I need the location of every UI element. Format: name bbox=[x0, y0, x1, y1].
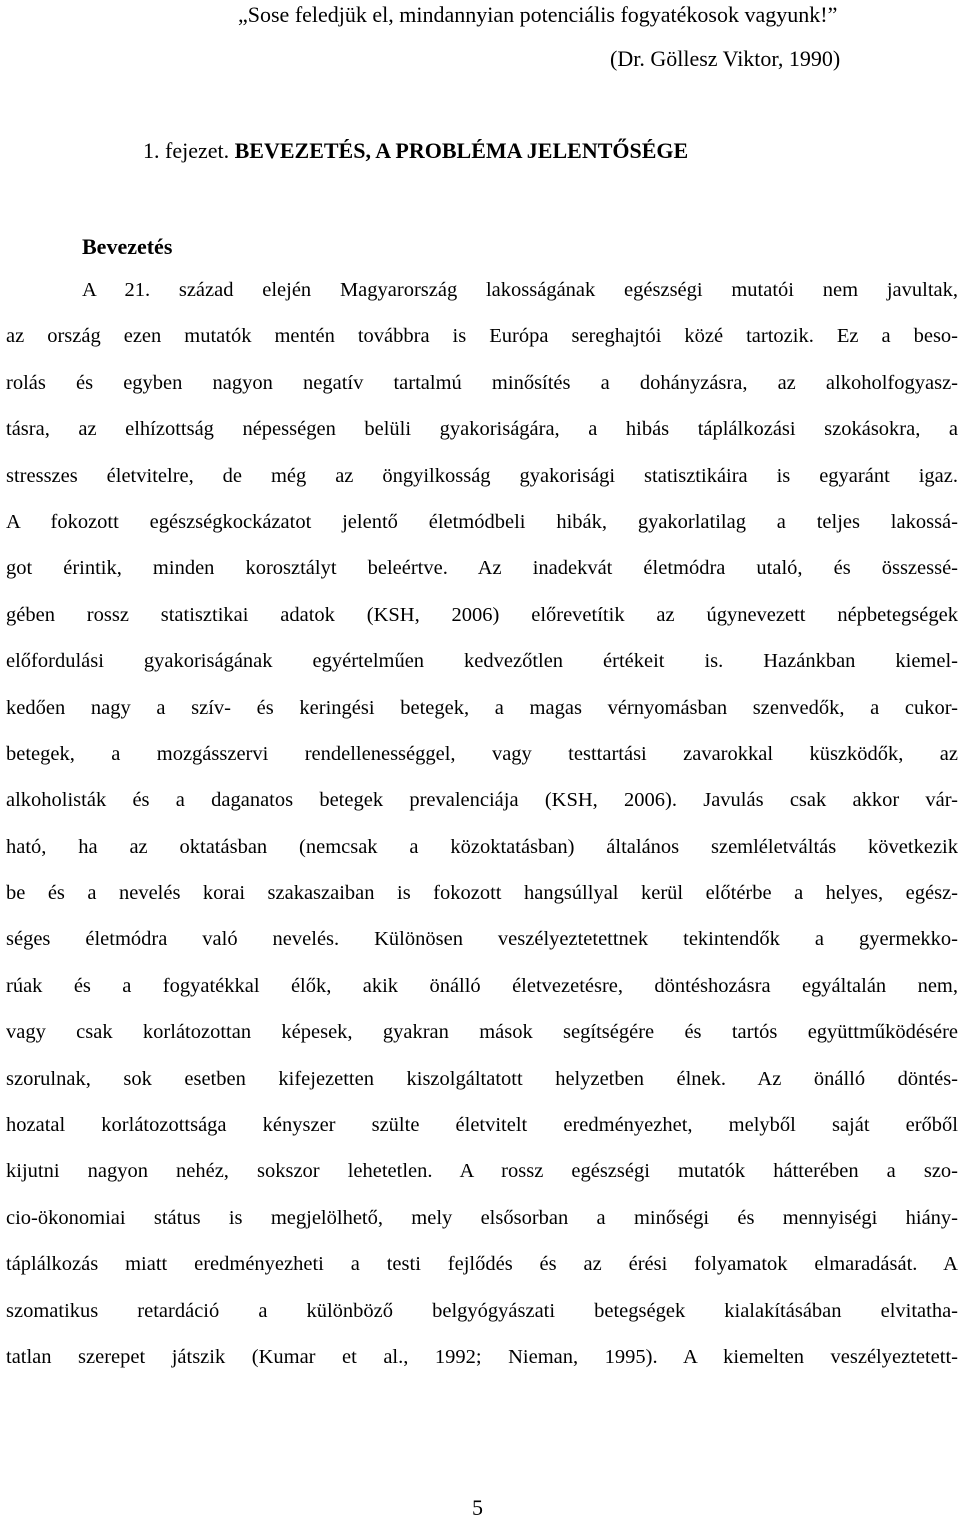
body-line: táplálkozás miatt eredményezheti a testi fejlődés és az érési folyamatok elmaradását. A bbox=[6, 1253, 958, 1276]
body-line: alkoholisták és a daganatos betegek prevalenciája (KSH, 2006). Javulás csak akkor vár- bbox=[6, 789, 958, 812]
body-line: tásra, az elhízottság népességen belüli gyakoriságára, a hibás táplálkozási szokásokra, a bbox=[6, 418, 958, 441]
body-line: gében rossz statisztikai adatok (KSH, 2006) előrevetítik az úgynevezett népbetegségek bbox=[6, 603, 958, 626]
body-line: hozatal korlátozottsága kényszer szülte életvitelt eredményezhet, melyből saját erőből bbox=[6, 1114, 958, 1137]
epigraph-source: (Dr. Göllesz Viktor, 1990) bbox=[610, 46, 841, 71]
body-line: A fokozott egészségkockázatot jelentő életmódbeli hibák, gyakorlatilag a teljes lakossá- bbox=[6, 510, 958, 533]
body-line: stresszes életvitelre, de még az öngyilkosság gyakorisági statisztikáira is egyaránt igaz. bbox=[6, 464, 958, 487]
body-line: ható, ha az oktatásban (nemcsak a közoktatásban) általános szemléletváltás következik bbox=[6, 835, 958, 858]
section-heading: Bevezetés bbox=[82, 234, 173, 259]
body-line: rúak és a fogyatékkal élők, akik önálló életvezetésre, döntéshozásra egyáltalán nem, bbox=[6, 974, 958, 997]
page-number: 5 bbox=[472, 1495, 483, 1520]
body-line: A 21. század elején Magyarország lakosságának egészségi mutatói nem javultak, bbox=[82, 279, 958, 301]
body-text bbox=[6, 275, 958, 1388]
chapter-title bbox=[143, 136, 688, 166]
chapter-title-text: BEVEZETÉS, A PROBLÉMA JELENTŐSÉGE bbox=[234, 138, 689, 163]
body-line: szorulnak, sok esetben kifejezetten kiszolgáltatott helyzetben élnek. Az önálló döntés- bbox=[6, 1067, 958, 1090]
body-line: az ország ezen mutatók mentén továbbra is Európa sereghajtói közé tartozik. Ez a beso- bbox=[6, 325, 958, 348]
body-line: got érintik, minden korosztályt beleértve. Az inadekvát életmódra utaló, és összessé- bbox=[6, 557, 958, 580]
epigraph-quote: „Sose feledjük el, mindannyian potenciális fogyatékosok vagyunk!” bbox=[238, 2, 838, 27]
body-line: séges életmódra való nevelés. Különösen veszélyeztetettnek tekintendők a gyermekko- bbox=[6, 928, 958, 951]
body-line: kijutni nagyon nehéz, sokszor lehetetlen. A rossz egészségi mutatók hátterében a szo- bbox=[6, 1160, 958, 1183]
body-line: vagy csak korlátozottan képesek, gyakran mások segítségére és tartós együttműködésére bbox=[6, 1021, 958, 1044]
body-line: cio-ökonomiai státus is megjelölhető, mely elsősorban a minőségi és mennyiségi hiány- bbox=[6, 1206, 958, 1229]
body-line: be és a nevelés korai szakaszaiban is fokozott hangsúllyal kerül előtérbe a helyes, egész- bbox=[6, 882, 958, 905]
body-line: betegek, a mozgásszervi rendellenességgel, vagy testtartási zavarokkal küszködők, az bbox=[6, 742, 958, 765]
body-line: kedően nagy a szív- és keringési betegek, a magas vérnyomásban szenvedők, a cukor- bbox=[6, 696, 958, 719]
body-line: szomatikus retardáció a különböző belgyógyászati betegségek kialakításában elvitatha- bbox=[6, 1299, 958, 1322]
chapter-number-label: 1. fejezet. bbox=[143, 138, 230, 163]
body-line: tatlan szerepet játszik (Kumar et al., 1992; Nieman, 1995). A kiemelten veszélyeztetett- bbox=[6, 1345, 958, 1368]
body-line: rolás és egyben nagyon negatív tartalmú minősítés a dohányzásra, az alkoholfogyasz- bbox=[6, 371, 958, 394]
body-line: előfordulási gyakoriságának egyértelműen kedvezőtlen értékeit is. Hazánkban kiemel- bbox=[6, 650, 958, 673]
